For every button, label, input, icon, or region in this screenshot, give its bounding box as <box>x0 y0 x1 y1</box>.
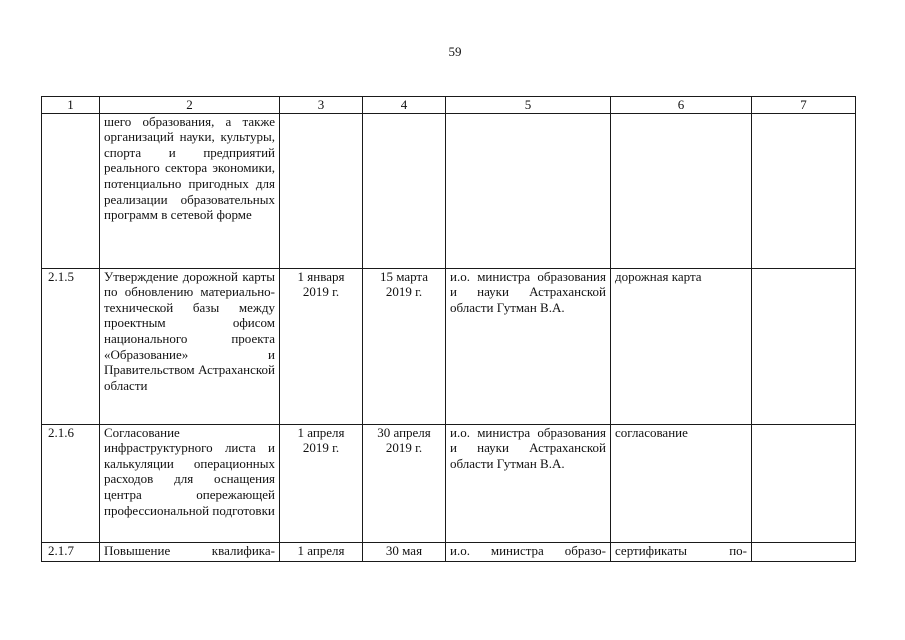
extra <box>752 268 856 424</box>
extra <box>756 543 851 560</box>
extra <box>752 424 856 542</box>
column-header: 1 <box>42 97 100 114</box>
item-name: шего образования, а также организаций науки, культуры, спорта и предприятий реального сектора экономики, потенциально пригодных для реализации образовательных программ в сетевой форме <box>100 113 280 268</box>
item-name: Утверждение дорожной карты по обновлению материально-технической базы между проектным офисом национального проекта «Образование» и Правительством Астраханской области <box>100 268 280 424</box>
start-date <box>280 113 363 268</box>
table-row <box>42 113 856 268</box>
responsible <box>446 113 611 268</box>
column-header: 7 <box>752 97 856 114</box>
responsible: и.о. министра образо- <box>450 542 606 558</box>
item-name: Согласование инфраструктурного листа и калькуляции операционных расходов для оснащения центра опережающей профессиональной подготовки <box>100 424 280 542</box>
item-number: 2.1.6 <box>42 424 100 542</box>
item-number: 2.1.5 <box>42 268 100 424</box>
column-header: 3 <box>280 97 363 114</box>
column-header: 4 <box>363 97 446 114</box>
result: сертификаты по- <box>615 542 747 558</box>
end-date: 30 мая <box>385 542 423 558</box>
plan-table <box>41 96 856 562</box>
header-row <box>42 97 856 114</box>
end-date: 30 апреля 2019 г. <box>363 424 446 542</box>
item-number <box>42 113 100 268</box>
responsible: и.о. министра образования и науки Астраханской области Гутман В.А. <box>446 424 611 542</box>
column-header: 2 <box>100 97 280 114</box>
result: дорожная карта <box>611 268 752 424</box>
end-date: 15 марта 2019 г. <box>363 268 446 424</box>
item-name: Повышение квалифика- <box>104 542 275 558</box>
result <box>611 113 752 268</box>
start-date: 1 апреля 2019 г. <box>280 424 363 542</box>
end-date <box>363 113 446 268</box>
column-header: 6 <box>611 97 752 114</box>
page-number: 59 <box>448 44 462 59</box>
table-row <box>42 268 856 424</box>
start-date: 1 апреля <box>297 542 345 558</box>
start-date: 1 января 2019 г. <box>280 268 363 424</box>
responsible: и.о. министра образования и науки Астраханской области Гутман В.А. <box>446 268 611 424</box>
column-header: 5 <box>446 97 611 114</box>
extra <box>752 113 856 268</box>
table-row <box>42 424 856 542</box>
result: согласование <box>611 424 752 542</box>
item-number: 2.1.7 <box>48 542 74 558</box>
table-row <box>42 542 856 561</box>
